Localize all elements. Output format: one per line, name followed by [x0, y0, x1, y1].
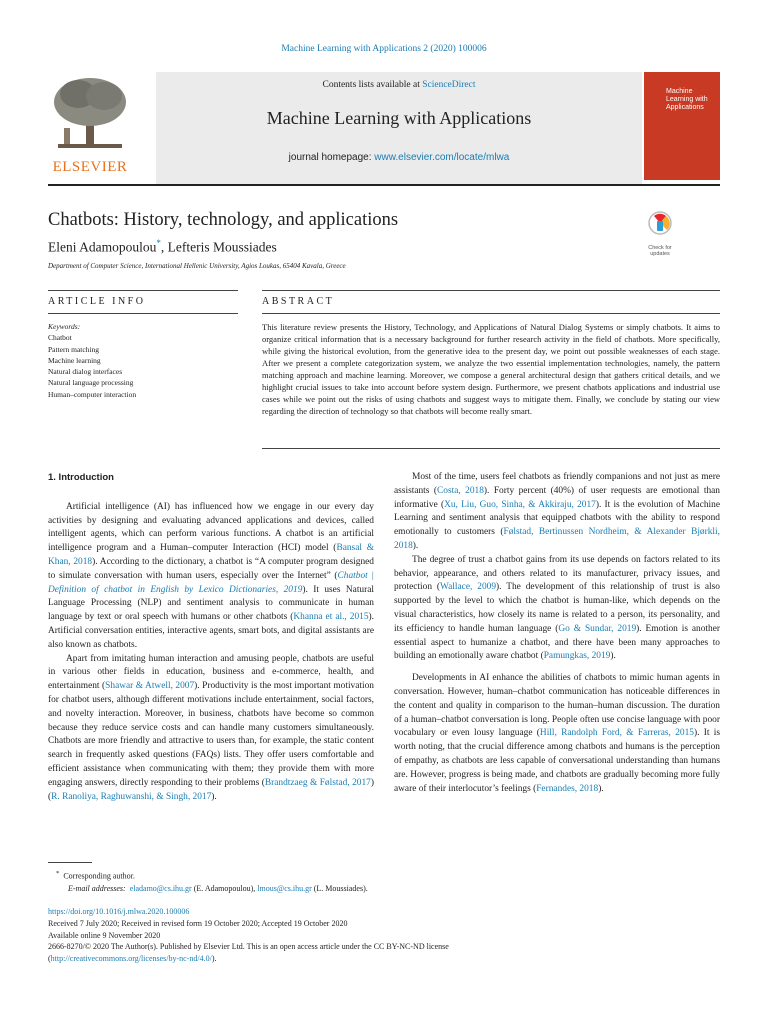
- paragraph-text: ). It uses Natural Language Processing (NLP) and sentiment analysis to communicate in human language by text or oral speech with humans or other chatbots (: [48, 584, 375, 623]
- paragraph: [394, 672, 720, 796]
- email-link[interactable]: eladamo@cs.ihu.gr: [129, 884, 192, 894]
- citation-link[interactable]: Go & Sundar, 2019: [558, 623, 637, 634]
- journal-homepage: [156, 152, 642, 163]
- paragraph-text: ). It is worth noting, that the crucial difference among chatbots and humans is the perception of empathy, as chatbots are less capable of conversational understanding than humans are. However, progress is being made, and chatbots are gradually becoming more fully aware of their interlocutor’s feelings (: [394, 728, 720, 794]
- citation-link[interactable]: Shawar & Atwell, 2007: [105, 681, 195, 692]
- citation-link[interactable]: Pamungkas, 2019: [543, 651, 611, 662]
- received-dates: Received 7 July 2020; Received in revised form 19 October 2020; Accepted 19 October 2020: [48, 918, 348, 928]
- email-note: [56, 883, 656, 896]
- paragraph-text: ) (: [48, 777, 374, 802]
- citation-link[interactable]: Hill, Randolph Ford, & Farreras, 2015: [539, 728, 694, 739]
- abstract-top-rule: [262, 290, 720, 291]
- left-column: [48, 471, 374, 804]
- paren: ).: [211, 954, 217, 964]
- abstract-heading: ABSTRACT: [262, 296, 335, 307]
- right-column: [394, 471, 720, 796]
- citation-link[interactable]: Fernandes, 2018: [536, 783, 599, 794]
- abstract-text: This literature review presents the History, Technology, and Applications of Natural Dialog Systems or simply chatbots. It aims to organize critical information that is a necessary background for further research activity in the field of chatbots. More specifically, while giving the historical evolution, from the generative idea to the present day, we point out possible weaknesses of each stage. After we present a complete categorization system, we analyze the two essential implementation technologies, namely, the pattern matching approach and machine learning. Moreover, we compose a general architectural design that gathers critical details, and we highlight crucial issues to take into account before system design. Furthermore, we present chatbots applications and industrial use cases while we point out the risks of using chatbots and suggest ways to mitigate them. Finally, we conclude by stating our view regarding the direction of technology so that chatbots will become really smart.: [262, 322, 720, 416]
- paragraph-text: ). According to the dictionary, a chatbot is “A computer program designed to simulate conversation with human users, especially over the Internet” (: [48, 556, 374, 581]
- info-bottom-rule: [48, 313, 238, 314]
- paragraph-text: ). Emotion is another essential aspect to humanize a chatbot, and there have been many approaches to building an emotionally aware chatbot (: [394, 623, 721, 662]
- email-owner: (E. Adamopoulou),: [191, 884, 258, 894]
- corresponding-note: [56, 868, 656, 883]
- paragraph-text: ). The development of this relationship of trust is also supported by the level to which the chatbot is human-like, which depends on the visual characteristics, how closely its name is related to a person, its personality, and its efficiency to handle human language (: [394, 582, 720, 634]
- paragraph: [394, 554, 720, 664]
- email-label: E-mail addresses:: [68, 884, 126, 894]
- citation-link[interactable]: Wallace, 2009: [440, 582, 497, 593]
- keywords-block: [48, 321, 238, 400]
- affiliation: Department of Computer Science, International Hellenic University, Agios Loukas, 65404 Kavala, Greece: [48, 262, 346, 270]
- journal-cover[interactable]: [644, 72, 720, 180]
- paragraph-text: ). Forty percent (40%) of user requests are emotional than informative (: [394, 485, 720, 510]
- info-top-rule: [48, 290, 238, 291]
- keyword-item: Natural language processing: [48, 378, 134, 388]
- citation-link[interactable]: Bansal & Khan, 2018: [48, 543, 374, 567]
- footnote-mark: *: [56, 870, 60, 877]
- author-name: Lefteris Moussiades: [167, 239, 277, 255]
- paragraph: [48, 653, 374, 805]
- paragraph-text: ).: [598, 783, 604, 794]
- paragraph-text: ).: [610, 651, 616, 662]
- header-divider: [48, 184, 720, 186]
- article-title: Chatbots: History, technology, and applications: [48, 210, 399, 230]
- paragraph-text: ).: [211, 791, 217, 802]
- homepage-prefix: journal homepage:: [288, 152, 375, 163]
- email-link[interactable]: lmous@cs.ihu.gr: [257, 884, 312, 894]
- cover-title: Machine Learning with Applications: [666, 88, 708, 111]
- paragraph-text: ). It is the evolution of Machine Learning and sentiment analysis that equipped chatbots with the ability to respond emotionally to customers (: [394, 499, 720, 538]
- check-for-updates-badge[interactable]: [640, 210, 680, 257]
- paragraph-text: ).: [412, 540, 419, 551]
- citation-link[interactable]: Khanna et al., 2015: [293, 612, 369, 623]
- journal-citation-link[interactable]: Machine Learning with Applications 2 (2020) 100006: [281, 44, 487, 54]
- citation-link[interactable]: Følstad, Bertinussen Nordheim, & Alexander Bjørkli, 2018: [394, 527, 720, 551]
- section-heading: 1. Introduction: [48, 472, 114, 483]
- footnote: [56, 868, 656, 896]
- paragraph-text: Developments in AI enhance the abilities of chatbots to mimic human agents in conversation. However, human–chatbot communication has noticeable differences in the content and quality in comparison to the human–human discussion. The duration of a human–chatbot conversation is long. People often use concise language with poor vocabulary or even lousy language (: [394, 673, 720, 739]
- citation-link[interactable]: Xu, Liu, Guo, Sinha, & Akkiraju, 2017: [444, 499, 596, 510]
- tree-icon: [48, 72, 132, 154]
- corresponding-mark[interactable]: *: [156, 238, 161, 248]
- license-link[interactable]: http://creativecommons.org/licenses/by-nc-nd/4.0/: [50, 954, 212, 964]
- keyword-item: Chatbot: [48, 333, 72, 343]
- publication-info: [48, 906, 608, 965]
- abstract-end-rule: [262, 448, 720, 449]
- paragraph-text: The degree of trust a chatbot gains from its use depends on factors related to its behavior, appearance, and others related to its manufacturer, privacy issues, and protection (: [394, 554, 720, 593]
- paragraph-text: Most of the time, users feel chatbots as friendly companions and not just as mere assistants (: [394, 472, 720, 496]
- keyword-item: Pattern matching: [48, 344, 100, 354]
- citation-link[interactable]: R. Ranoliya, Raghuwanshi, & Singh, 2017: [51, 791, 212, 802]
- journal-citation[interactable]: [0, 44, 768, 54]
- citation-link[interactable]: Costa, 2018: [437, 485, 484, 496]
- author-name: Eleni Adamopoulou: [48, 239, 157, 255]
- author-separator: ,: [160, 239, 168, 255]
- paragraph: [394, 471, 720, 554]
- doi-link[interactable]: https://doi.org/10.1016/j.mlwa.2020.100006: [48, 907, 190, 916]
- online-date: Available online 9 November 2020: [48, 930, 161, 940]
- paren: (: [48, 954, 51, 964]
- elsevier-wordmark: ELSEVIER: [52, 159, 128, 175]
- footnote-rule: [48, 862, 92, 863]
- sciencedirect-link[interactable]: ScienceDirect: [422, 80, 476, 90]
- corresponding-label: Corresponding author.: [63, 871, 135, 881]
- article-info-heading: ARTICLE INFO: [48, 296, 146, 307]
- homepage-link[interactable]: www.elsevier.com/locate/mlwa: [374, 152, 510, 163]
- email-owner: (L. Moussiades).: [311, 884, 368, 894]
- citation-link[interactable]: Chatbot | Definition of chatbot in English by Lexico Dictionaries, 2019: [48, 570, 374, 595]
- keyword-item: Human–computer interaction: [48, 389, 137, 399]
- paragraph-text: Apart from imitating human interaction and amusing people, chatbots are useful in various other fields in education, business and e-commerce, health, and entertainment (: [48, 653, 374, 692]
- elsevier-logo: [48, 72, 132, 175]
- paragraph-text: ). Artificial conversation entities, interactive agents, smart bots, and digital assistants are also known as chatbots.: [48, 612, 374, 650]
- journal-name: Machine Learning with Applications: [266, 108, 532, 128]
- paragraph: [48, 501, 374, 653]
- author-list: [48, 238, 277, 256]
- keyword-item: Natural dialog interfaces: [48, 367, 123, 377]
- keyword-item: Machine learning: [48, 355, 101, 365]
- contents-line: [156, 80, 642, 90]
- paragraph-text: ). Productivity is the most important motivation for chatbot users, although different motivations include entertainment, social factors, and novelty interaction. Moreover, in business, chatbots have become so common because they reduce service costs and can handle many customers simultaneously. Chatbots are more friendly and attractive to users than, for example, the static content search in frequently asked questions (FAQs) lists. They offer users comfortable and efficient assistance when communicating with them; they provide them with more engaging answers, directly responding to their problems (: [48, 681, 374, 788]
- license-url-line: [48, 953, 608, 965]
- paragraph-text: Artificial intelligence (AI) has influenced how we engage in our every day activities by designing and evaluating advanced applications and devices, called intelligent agents, which can perform various functions. A chatbot is an artificial intelligence program and a Human–computer Interaction (HCI) model (: [48, 501, 374, 554]
- citation-link[interactable]: Brandtzaeg & Følstad, 2017: [264, 777, 371, 788]
- abstract-bottom-rule: [262, 313, 720, 314]
- check-updates-label: Check for updates: [648, 245, 672, 257]
- contents-prefix: Contents lists available at: [322, 80, 423, 90]
- crossmark-icon: [640, 210, 680, 240]
- keywords-label: Keywords:: [48, 322, 81, 331]
- license-text: 2666-8270/© 2020 The Author(s). Published by Elsevier Ltd. This is an open access article under the CC BY-NC-ND license: [48, 942, 449, 952]
